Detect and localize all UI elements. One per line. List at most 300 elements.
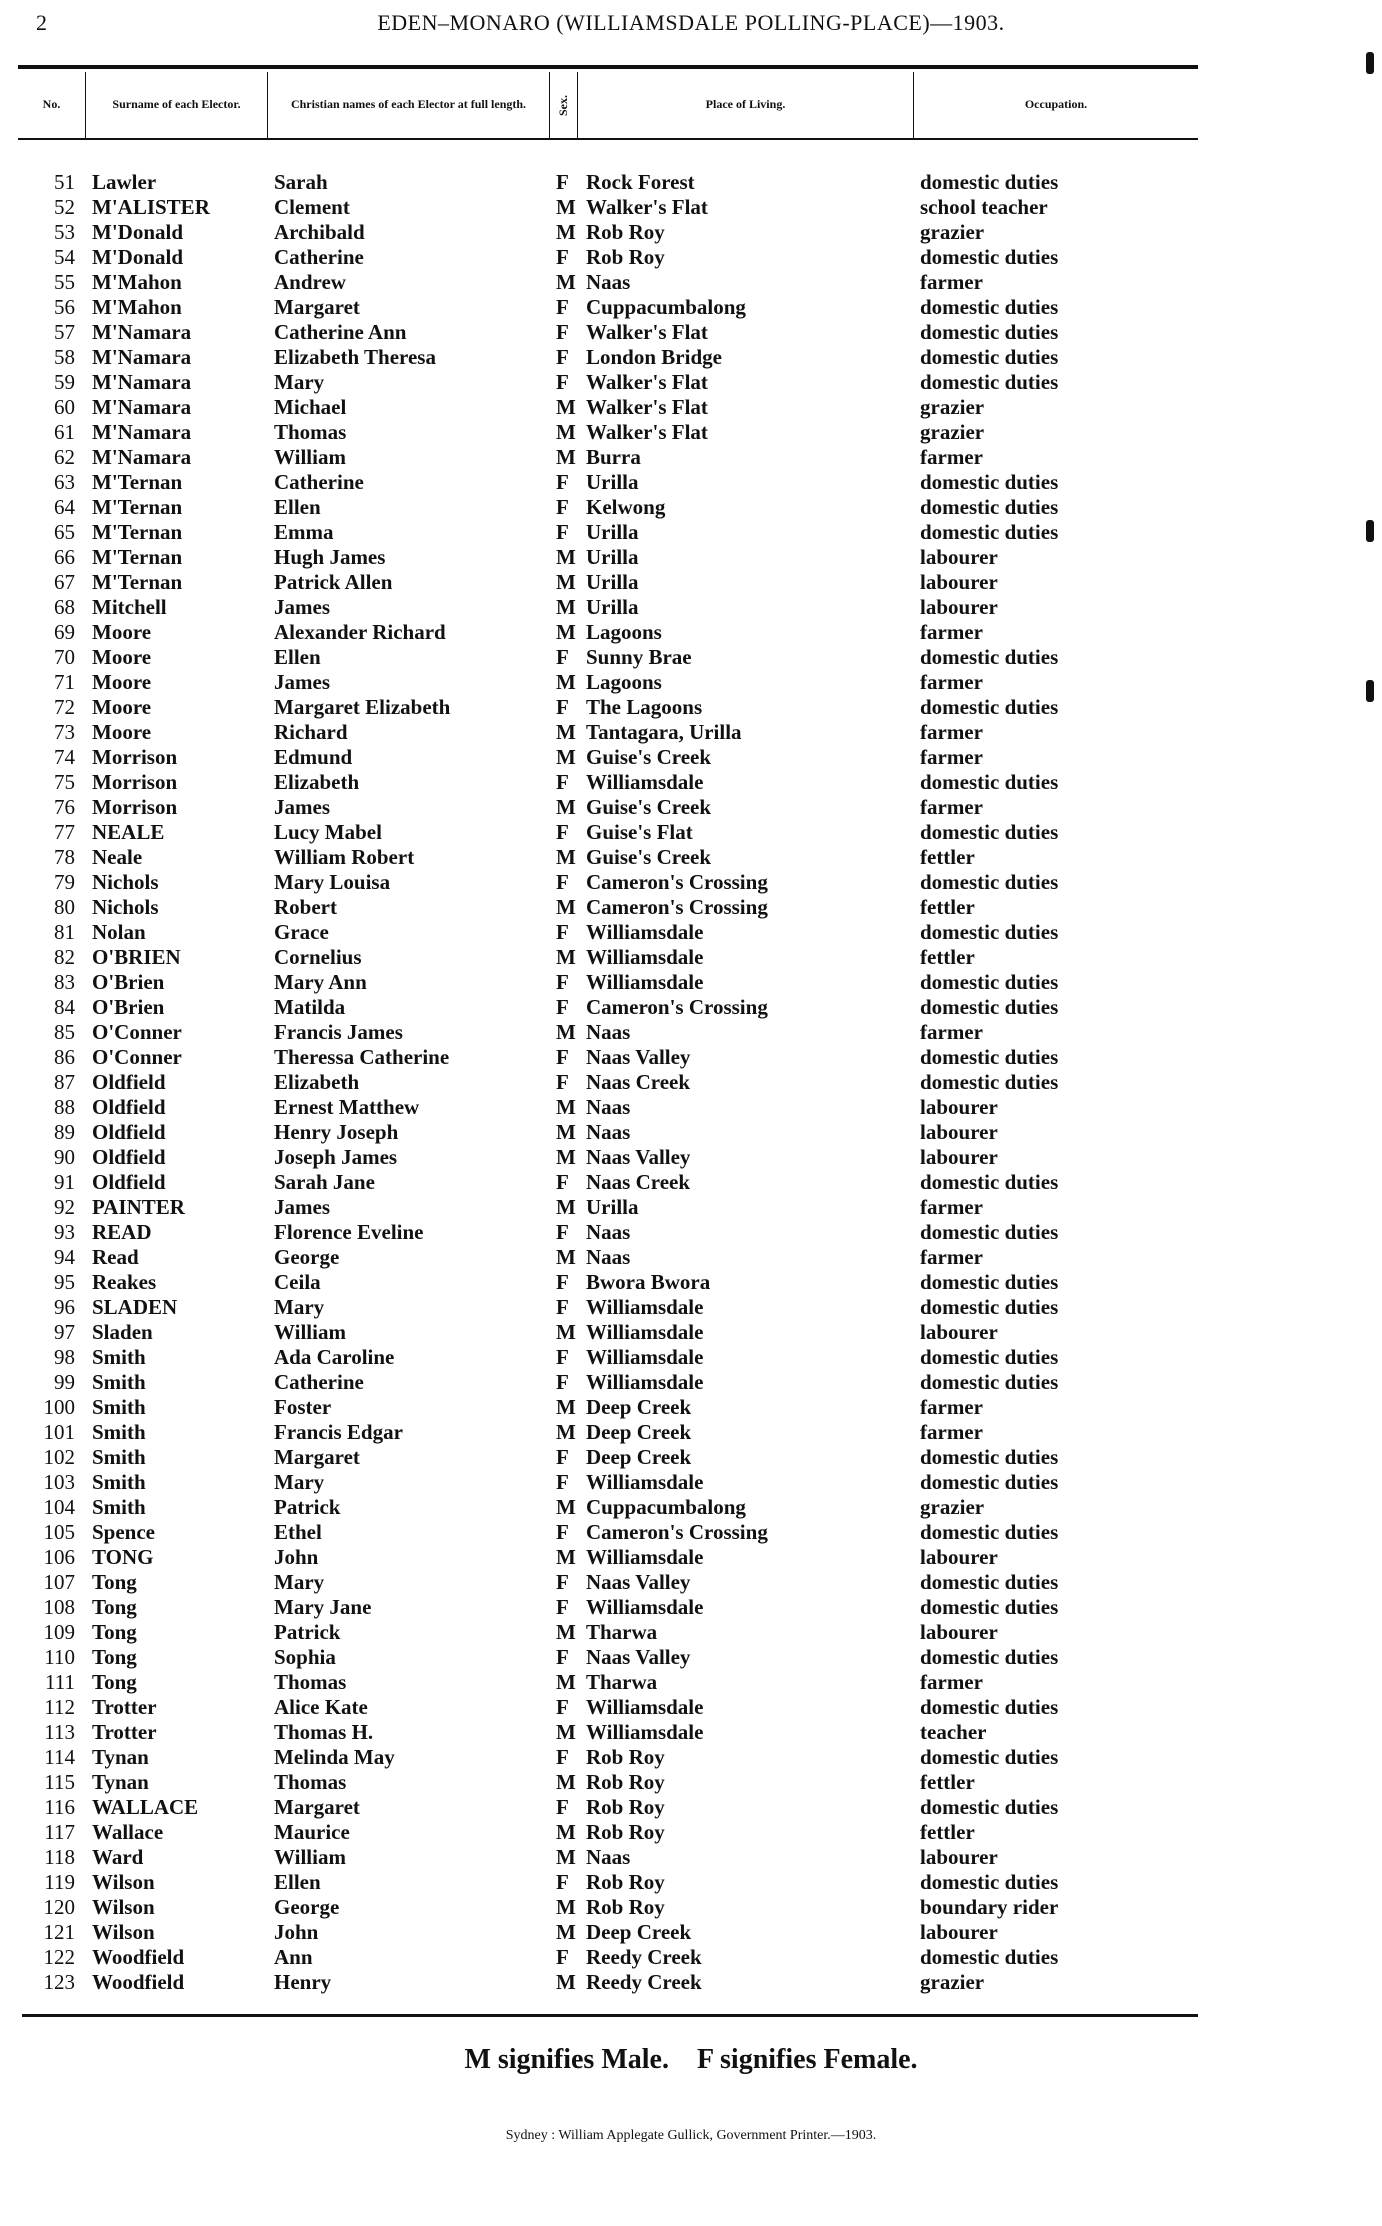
elector-occupation: domestic duties — [920, 1870, 1059, 1894]
elector-surname: Moore — [92, 695, 152, 719]
elector-christian-names: Mary Ann — [274, 970, 367, 994]
column-header-no: No. — [18, 72, 86, 138]
elector-place-of-living: Urilla — [586, 570, 639, 594]
elector-place-of-living: Williamsdale — [586, 1320, 704, 1344]
elector-sex: M — [556, 1820, 576, 1844]
elector-number: 52 — [54, 195, 75, 219]
elector-sex: F — [556, 970, 569, 994]
column-header-place: Place of Living. — [578, 72, 914, 138]
table-row — [0, 1670, 1382, 1695]
table-row — [0, 1045, 1382, 1070]
elector-place-of-living: Cameron's Crossing — [586, 870, 768, 894]
elector-number: 79 — [54, 870, 75, 894]
elector-sex: M — [556, 620, 576, 644]
elector-surname: Trotter — [92, 1720, 157, 1744]
elector-christian-names: Catherine — [274, 1370, 364, 1394]
elector-number: 93 — [54, 1220, 75, 1244]
elector-sex: F — [556, 345, 569, 369]
table-row — [0, 720, 1382, 745]
elector-surname: Tong — [92, 1645, 137, 1669]
elector-sex: M — [556, 1120, 576, 1144]
elector-surname: O'Brien — [92, 970, 165, 994]
table-row — [0, 195, 1382, 220]
elector-occupation: domestic duties — [920, 870, 1059, 894]
elector-place-of-living: Rob Roy — [586, 1795, 665, 1819]
elector-number: 92 — [54, 1195, 75, 1219]
elector-occupation: labourer — [920, 1145, 998, 1169]
elector-christian-names: Joseph James — [274, 1145, 398, 1169]
table-row — [0, 1970, 1382, 1995]
elector-christian-names: Ellen — [274, 495, 321, 519]
table-row — [0, 1545, 1382, 1570]
elector-place-of-living: Urilla — [586, 595, 639, 619]
elector-number: 86 — [54, 1045, 75, 1069]
table-row — [0, 345, 1382, 370]
elector-sex: F — [556, 1370, 569, 1394]
elector-christian-names: Henry Joseph — [274, 1120, 399, 1144]
elector-occupation: farmer — [920, 720, 983, 744]
elector-occupation: domestic duties — [920, 370, 1059, 394]
margin-mark — [1366, 52, 1374, 74]
table-row — [0, 270, 1382, 295]
table-row — [0, 1720, 1382, 1745]
elector-surname: Mitchell — [92, 595, 167, 619]
elector-place-of-living: Rob Roy — [586, 1820, 665, 1844]
table-row — [0, 795, 1382, 820]
elector-occupation: fettler — [920, 845, 975, 869]
elector-occupation: domestic duties — [920, 170, 1059, 194]
elector-christian-names: Margaret — [274, 295, 360, 319]
printer-imprint: Sydney : William Applegate Gullick, Government Printer.—1903. — [505, 2128, 877, 2143]
table-row — [0, 445, 1382, 470]
elector-surname: M'Ternan — [92, 545, 183, 569]
elector-sex: M — [556, 1845, 576, 1869]
table-row — [0, 395, 1382, 420]
elector-sex: F — [556, 1445, 569, 1469]
elector-occupation: farmer — [920, 270, 983, 294]
elector-christian-names: Foster — [274, 1395, 332, 1419]
elector-occupation: domestic duties — [920, 245, 1059, 269]
elector-sex: M — [556, 895, 576, 919]
elector-sex: F — [556, 1070, 569, 1094]
elector-occupation: school teacher — [920, 195, 1048, 219]
elector-occupation: domestic duties — [920, 345, 1059, 369]
table-row — [0, 1745, 1382, 1770]
elector-sex: F — [556, 245, 569, 269]
elector-surname: O'Brien — [92, 995, 165, 1019]
elector-occupation: farmer — [920, 1395, 983, 1419]
elector-number: 104 — [43, 1495, 75, 1519]
elector-occupation: farmer — [920, 445, 983, 469]
elector-place-of-living: Tharwa — [586, 1670, 658, 1694]
elector-sex: F — [556, 1270, 569, 1294]
table-row — [0, 1695, 1382, 1720]
elector-sex: M — [556, 1620, 576, 1644]
elector-surname: O'BRIEN — [92, 945, 181, 969]
elector-occupation: farmer — [920, 795, 983, 819]
elector-place-of-living: Williamsdale — [586, 1545, 704, 1569]
elector-surname: Wilson — [92, 1870, 155, 1894]
elector-place-of-living: Guise's Creek — [586, 845, 712, 869]
elector-christian-names: James — [274, 670, 330, 694]
elector-place-of-living: Rob Roy — [586, 245, 665, 269]
elector-number: 101 — [43, 1420, 75, 1444]
table-row — [0, 1095, 1382, 1120]
elector-sex: F — [556, 1570, 569, 1594]
elector-christian-names: Florence Eveline — [274, 1220, 424, 1244]
elector-sex: M — [556, 1720, 576, 1744]
elector-surname: Oldfield — [92, 1145, 166, 1169]
elector-number: 81 — [54, 920, 75, 944]
elector-occupation: grazier — [920, 420, 985, 444]
elector-number: 109 — [43, 1620, 75, 1644]
elector-sex: F — [556, 1745, 569, 1769]
table-row — [0, 820, 1382, 845]
elector-christian-names: James — [274, 1195, 330, 1219]
elector-surname: M'Namara — [92, 320, 192, 344]
elector-occupation: domestic duties — [920, 320, 1059, 344]
elector-christian-names: Mary — [274, 1570, 325, 1594]
elector-surname: O'Conner — [92, 1020, 182, 1044]
elector-place-of-living: Reedy Creek — [586, 1945, 702, 1969]
elector-place-of-living: Urilla — [586, 470, 639, 494]
elector-number: 76 — [54, 795, 75, 819]
elector-occupation: domestic duties — [920, 1045, 1059, 1069]
elector-number: 61 — [54, 420, 75, 444]
elector-number: 90 — [54, 1145, 75, 1169]
table-row — [0, 1220, 1382, 1245]
elector-occupation: domestic duties — [920, 1270, 1059, 1294]
elector-place-of-living: Walker's Flat — [586, 195, 708, 219]
elector-number: 56 — [54, 295, 75, 319]
elector-surname: M'ALISTER — [92, 195, 210, 219]
elector-sex: F — [556, 695, 569, 719]
table-row — [0, 1495, 1382, 1520]
elector-christian-names: Patrick — [274, 1495, 341, 1519]
elector-number: 64 — [54, 495, 75, 519]
table-row — [0, 170, 1382, 195]
elector-surname: M'Mahon — [92, 295, 182, 319]
table-row — [0, 1870, 1382, 1895]
elector-sex: F — [556, 1470, 569, 1494]
elector-number: 97 — [54, 1320, 75, 1344]
elector-number: 84 — [54, 995, 75, 1019]
elector-sex: F — [556, 920, 569, 944]
table-row — [0, 1570, 1382, 1595]
elector-number: 82 — [54, 945, 75, 969]
elector-sex: M — [556, 1095, 576, 1119]
elector-place-of-living: Williamsdale — [586, 1695, 704, 1719]
elector-place-of-living: Rock Forest — [586, 170, 695, 194]
elector-surname: Tong — [92, 1570, 137, 1594]
elector-place-of-living: Urilla — [586, 1195, 639, 1219]
elector-place-of-living: Cameron's Crossing — [586, 895, 768, 919]
elector-number: 51 — [54, 170, 75, 194]
elector-number: 122 — [43, 1945, 75, 1969]
elector-christian-names: Catherine — [274, 470, 364, 494]
elector-table-body — [0, 170, 1382, 1995]
elector-surname: Trotter — [92, 1695, 157, 1719]
elector-occupation: boundary rider — [920, 1895, 1059, 1919]
elector-place-of-living: Cameron's Crossing — [586, 995, 768, 1019]
elector-sex: F — [556, 1520, 569, 1544]
elector-surname: Morrison — [92, 795, 178, 819]
table-row — [0, 220, 1382, 245]
elector-number: 105 — [43, 1520, 75, 1544]
elector-occupation: domestic duties — [920, 1370, 1059, 1394]
table-row — [0, 845, 1382, 870]
elector-number: 108 — [43, 1595, 75, 1619]
elector-surname: Lawler — [92, 170, 157, 194]
elector-occupation: teacher — [920, 1720, 987, 1744]
elector-surname: Reakes — [92, 1270, 157, 1294]
elector-surname: PAINTER — [92, 1195, 185, 1219]
elector-number: 100 — [43, 1395, 75, 1419]
elector-place-of-living: Rob Roy — [586, 1745, 665, 1769]
elector-christian-names: Catherine — [274, 245, 364, 269]
elector-surname: WALLACE — [92, 1795, 199, 1819]
elector-occupation: domestic duties — [920, 1595, 1059, 1619]
elector-sex: M — [556, 1020, 576, 1044]
elector-place-of-living: Guise's Flat — [586, 820, 693, 844]
elector-sex: F — [556, 1945, 569, 1969]
elector-surname: Smith — [92, 1420, 146, 1444]
bottom-rule — [22, 2014, 1198, 2017]
elector-sex: M — [556, 1195, 576, 1219]
elector-christian-names: John — [274, 1545, 319, 1569]
elector-place-of-living: Deep Creek — [586, 1920, 692, 1944]
table-row — [0, 1395, 1382, 1420]
elector-christian-names: Richard — [274, 720, 348, 744]
elector-place-of-living: Cuppacumbalong — [586, 295, 746, 319]
elector-occupation: labourer — [920, 1845, 998, 1869]
table-row — [0, 920, 1382, 945]
elector-christian-names: Mary — [274, 1470, 325, 1494]
elector-sex: M — [556, 720, 576, 744]
elector-number: 58 — [54, 345, 75, 369]
elector-christian-names: Maurice — [274, 1820, 350, 1844]
elector-surname: M'Ternan — [92, 495, 183, 519]
elector-surname: Nolan — [92, 920, 146, 944]
column-header-christian-names: Christian names of each Elector at full length. — [268, 72, 550, 138]
elector-sex: M — [556, 195, 576, 219]
elector-surname: M'Namara — [92, 370, 192, 394]
elector-occupation: domestic duties — [920, 920, 1059, 944]
table-row — [0, 1345, 1382, 1370]
elector-surname: Smith — [92, 1370, 146, 1394]
elector-christian-names: Cornelius — [274, 945, 362, 969]
elector-surname: Oldfield — [92, 1170, 166, 1194]
elector-number: 110 — [44, 1645, 75, 1669]
elector-occupation: fettler — [920, 945, 975, 969]
elector-place-of-living: Naas Valley — [586, 1045, 691, 1069]
elector-place-of-living: Urilla — [586, 520, 639, 544]
elector-number: 89 — [54, 1120, 75, 1144]
elector-number: 91 — [54, 1170, 75, 1194]
elector-place-of-living: Burra — [586, 445, 641, 469]
elector-sex: F — [556, 1045, 569, 1069]
table-row — [0, 1920, 1382, 1945]
table-row — [0, 1820, 1382, 1845]
elector-christian-names: Sarah Jane — [274, 1170, 375, 1194]
elector-occupation: domestic duties — [920, 295, 1059, 319]
elector-occupation: domestic duties — [920, 995, 1059, 1019]
elector-number: 106 — [43, 1545, 75, 1569]
elector-occupation: domestic duties — [920, 1745, 1059, 1769]
elector-christian-names: Elizabeth Theresa — [274, 345, 436, 369]
elector-sex: F — [556, 520, 569, 544]
elector-occupation: domestic duties — [920, 645, 1059, 669]
elector-occupation: domestic duties — [920, 495, 1059, 519]
elector-sex: F — [556, 645, 569, 669]
elector-place-of-living: Lagoons — [586, 670, 662, 694]
elector-surname: SLADEN — [92, 1295, 178, 1319]
table-row — [0, 1370, 1382, 1395]
elector-place-of-living: Williamsdale — [586, 1720, 704, 1744]
elector-sex: F — [556, 320, 569, 344]
elector-occupation: farmer — [920, 1020, 983, 1044]
elector-number: 71 — [54, 670, 75, 694]
elector-christian-names: Thomas — [274, 420, 347, 444]
elector-occupation: farmer — [920, 1420, 983, 1444]
elector-place-of-living: Naas Creek — [586, 1170, 691, 1194]
elector-sex: M — [556, 220, 576, 244]
column-header-occupation: Occupation. — [1024, 97, 1088, 112]
elector-christian-names: Alexander Richard — [274, 620, 446, 644]
elector-surname: M'Donald — [92, 245, 184, 269]
elector-place-of-living: Naas Valley — [586, 1145, 691, 1169]
elector-occupation: labourer — [920, 545, 998, 569]
elector-surname: M'Namara — [92, 420, 192, 444]
elector-number: 73 — [54, 720, 75, 744]
elector-number: 120 — [43, 1895, 75, 1919]
elector-surname: Tong — [92, 1620, 137, 1644]
table-row — [0, 1420, 1382, 1445]
elector-number: 80 — [54, 895, 75, 919]
table-row — [0, 1120, 1382, 1145]
elector-occupation: domestic duties — [920, 1445, 1059, 1469]
elector-christian-names: Grace — [274, 920, 329, 944]
elector-place-of-living: Reedy Creek — [586, 1970, 702, 1994]
elector-christian-names: John — [274, 1920, 319, 1944]
table-row — [0, 570, 1382, 595]
elector-occupation: domestic duties — [920, 1795, 1059, 1819]
elector-surname: Moore — [92, 720, 152, 744]
elector-number: 53 — [54, 220, 75, 244]
table-row — [0, 1520, 1382, 1545]
elector-occupation: farmer — [920, 620, 983, 644]
elector-christian-names: Thomas — [274, 1770, 347, 1794]
elector-sex: F — [556, 1595, 569, 1619]
elector-christian-names: Margaret — [274, 1795, 360, 1819]
column-header-sex — [550, 72, 578, 138]
table-row — [0, 1795, 1382, 1820]
elector-sex: F — [556, 1695, 569, 1719]
elector-surname: Smith — [92, 1395, 146, 1419]
elector-surname: O'Conner — [92, 1045, 182, 1069]
elector-surname: Sladen — [92, 1320, 153, 1344]
elector-occupation: fettler — [920, 1820, 975, 1844]
elector-sex: F — [556, 1870, 569, 1894]
elector-surname: M'Ternan — [92, 570, 183, 594]
elector-christian-names: Sophia — [274, 1645, 336, 1669]
elector-christian-names: Ethel — [274, 1520, 322, 1544]
elector-place-of-living: The Lagoons — [586, 695, 703, 719]
elector-christian-names: Emma — [274, 520, 334, 544]
elector-place-of-living: Tharwa — [586, 1620, 658, 1644]
elector-christian-names: Melinda May — [274, 1745, 395, 1769]
elector-number: 98 — [54, 1345, 75, 1369]
table-row — [0, 695, 1382, 720]
table-row — [0, 1195, 1382, 1220]
elector-occupation: domestic duties — [920, 520, 1059, 544]
elector-christian-names: Mary — [274, 1295, 325, 1319]
table-row — [0, 545, 1382, 570]
table-row — [0, 245, 1382, 270]
elector-number: 75 — [54, 770, 75, 794]
elector-place-of-living: Naas — [586, 1245, 631, 1269]
elector-surname: M'Ternan — [92, 470, 183, 494]
elector-occupation: labourer — [920, 1920, 998, 1944]
elector-number: 59 — [54, 370, 75, 394]
table-row — [0, 1145, 1382, 1170]
elector-place-of-living: Naas Creek — [586, 1070, 691, 1094]
elector-sex: M — [556, 545, 576, 569]
elector-place-of-living: Walker's Flat — [586, 395, 708, 419]
elector-occupation: domestic duties — [920, 820, 1059, 844]
elector-christian-names: Hugh James — [274, 545, 386, 569]
elector-surname: Tong — [92, 1595, 137, 1619]
elector-surname: Tong — [92, 1670, 137, 1694]
sex-legend: M signifies Male. F signifies Female. — [464, 2044, 918, 2075]
elector-christian-names: Edmund — [274, 745, 353, 769]
elector-number: 65 — [54, 520, 75, 544]
elector-number: 83 — [54, 970, 75, 994]
elector-number: 119 — [44, 1870, 75, 1894]
table-row — [0, 1270, 1382, 1295]
elector-surname: Neale — [92, 845, 143, 869]
elector-christian-names: Henry — [274, 1970, 332, 1994]
margin-mark — [1366, 680, 1374, 702]
elector-sex: F — [556, 770, 569, 794]
elector-occupation: domestic duties — [920, 1170, 1059, 1194]
page-number: 2 — [36, 10, 47, 35]
elector-occupation: labourer — [920, 595, 998, 619]
elector-surname: Smith — [92, 1345, 146, 1369]
table-row — [0, 470, 1382, 495]
table-row — [0, 1895, 1382, 1920]
elector-sex: F — [556, 295, 569, 319]
elector-surname: M'Donald — [92, 220, 184, 244]
elector-place-of-living: Williamsdale — [586, 1370, 704, 1394]
table-row — [0, 1770, 1382, 1795]
elector-number: 62 — [54, 445, 75, 469]
table-row — [0, 1845, 1382, 1870]
elector-christian-names: Ernest Matthew — [274, 1095, 420, 1119]
elector-place-of-living: Naas — [586, 1220, 631, 1244]
elector-place-of-living: Williamsdale — [586, 970, 704, 994]
elector-christian-names: Elizabeth — [274, 1070, 360, 1094]
elector-place-of-living: Rob Roy — [586, 1870, 665, 1894]
column-header-sex-label: Sex. — [555, 94, 570, 116]
table-row — [0, 370, 1382, 395]
elector-occupation: farmer — [920, 745, 983, 769]
elector-sex: M — [556, 1395, 576, 1419]
page-title: EDEN–MONARO (WILLIAMSDALE POLLING-PLACE)—1903. — [377, 10, 1005, 35]
elector-occupation: domestic duties — [920, 1570, 1059, 1594]
elector-place-of-living: Deep Creek — [586, 1395, 692, 1419]
table-row — [0, 1070, 1382, 1095]
